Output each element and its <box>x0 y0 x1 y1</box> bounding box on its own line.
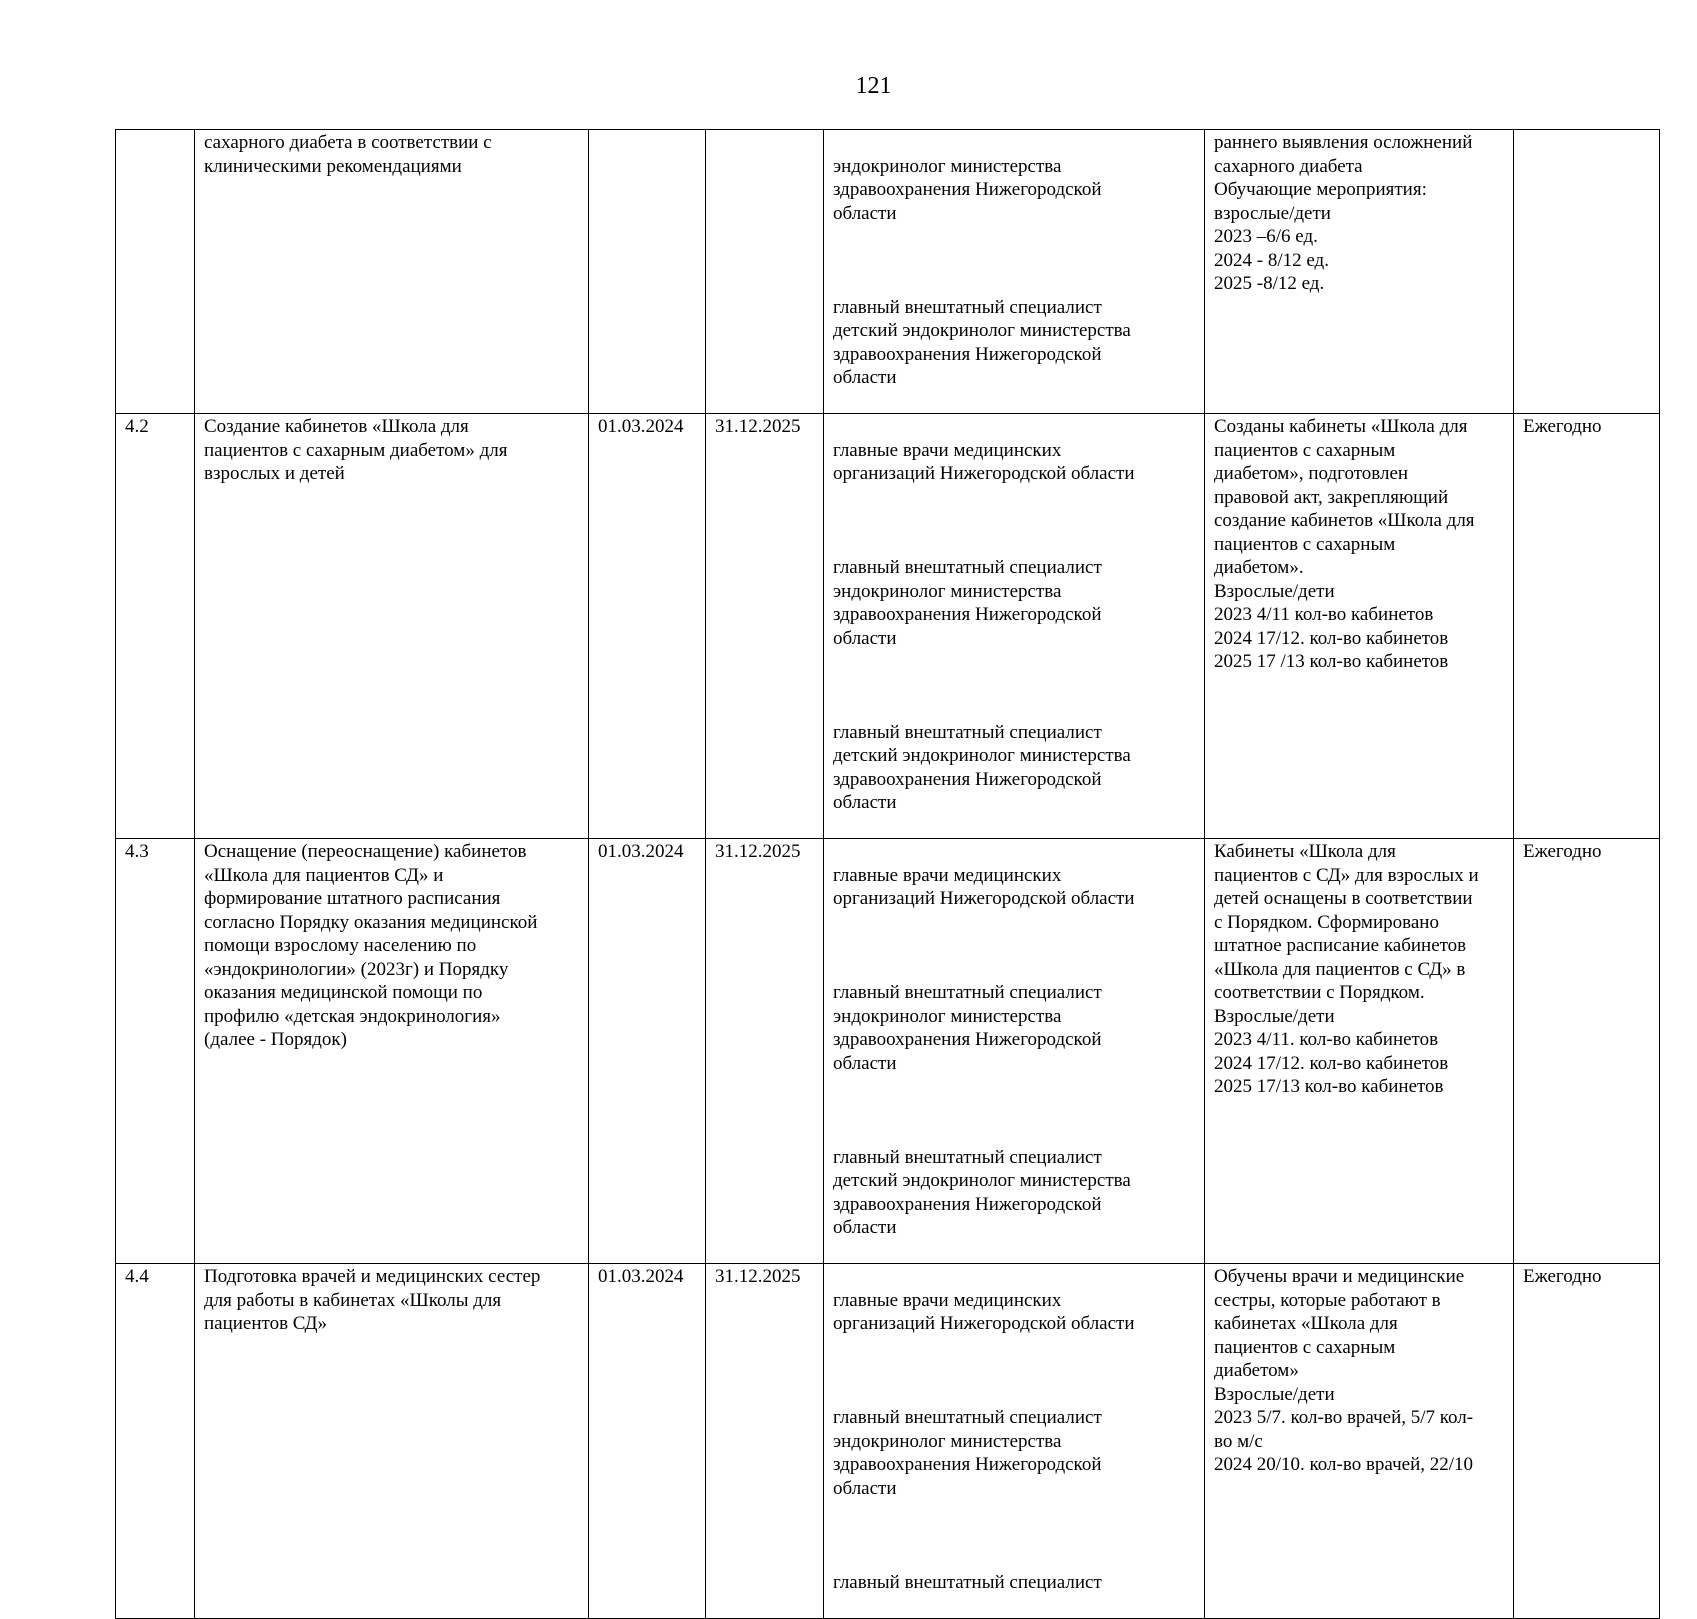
page-number: 121 <box>855 73 892 99</box>
start-date <box>589 130 706 414</box>
reporting-period: Ежегодно <box>1514 414 1660 839</box>
start-date: 01.03.2024 <box>589 414 706 839</box>
expected-result: Кабинеты «Школа для пациентов с СД» для взрослых и детей оснащены в соответствии с Порядком. Сформировано штатное расписание кабинетов «Школа для пациентов с СД» в соответствии с Порядком. Взрослые/дети 2023 4/11. кол-во кабинетов 2024 17/12. кол-во кабинетов 2025 17/13 кол-во кабинетов <box>1205 839 1514 1264</box>
reporting-period: Ежегодно <box>1514 1264 1660 1619</box>
end-date <box>706 130 824 414</box>
expected-result: раннего выявления осложнений сахарного диабета Обучающие мероприятия: взрослые/дети 2023 –6/6 ед. 2024 - 8/12 ед. 2025 -8/12 ед. <box>1205 130 1514 414</box>
end-date: 31.12.2025 <box>706 414 824 839</box>
task-description: Подготовка врачей и медицинских сестер для работы в кабинетах «Школы для пациентов СД» <box>195 1264 589 1619</box>
responsible-entry: главный внештатный специалист эндокринолог министерства здравоохранения Нижегородской области <box>833 1407 1102 1499</box>
table-row <box>116 414 1660 839</box>
responsible-persons <box>824 414 1205 839</box>
responsible-entry: главный внештатный специалист детский эндокринолог министерства здравоохранения Нижегородской области <box>833 721 1131 813</box>
item-number: 4.2 <box>116 414 195 839</box>
item-number <box>116 130 195 414</box>
table-row <box>116 130 1660 414</box>
start-date: 01.03.2024 <box>589 839 706 1264</box>
task-description: сахарного диабета в соответствии с клиническими рекомендациями <box>195 130 589 414</box>
responsible-persons <box>824 1264 1205 1619</box>
reporting-period: Ежегодно <box>1514 839 1660 1264</box>
task-description: Создание кабинетов «Школа для пациентов с сахарным диабетом» для взрослых и детей <box>195 414 589 839</box>
responsible-entry: главный внештатный специалист эндокринолог министерства здравоохранения Нижегородской области <box>833 982 1102 1074</box>
responsible-entry: главные врачи медицинских организаций Нижегородской области <box>833 439 1135 484</box>
reporting-period <box>1514 130 1660 414</box>
responsible-entry: главный внештатный специалист эндокринолог министерства здравоохранения Нижегородской области <box>833 557 1102 649</box>
responsible-entry: главный внештатный специалист детский эндокринолог министерства здравоохранения Нижегородской области <box>833 296 1131 388</box>
expected-result: Созданы кабинеты «Школа для пациентов с сахарным диабетом», подготовлен правовой акт, закрепляющий создание кабинетов «Школа для пациентов с сахарным диабетом». Взрослые/дети 2023 4/11 кол-во кабинетов 2024 17/12. кол-во кабинетов 2025 17 /13 кол-во кабинетов <box>1205 414 1514 839</box>
table-row <box>116 1264 1660 1619</box>
item-number: 4.4 <box>116 1264 195 1619</box>
end-date: 31.12.2025 <box>706 1264 824 1619</box>
responsible-entry: главный внештатный специалист детский эндокринолог министерства здравоохранения Нижегородской области <box>833 1146 1131 1238</box>
action-plan-table <box>115 129 1660 1619</box>
responsible-entry: главные врачи медицинских организаций Нижегородской области <box>833 1289 1135 1334</box>
task-description: Оснащение (переоснащение) кабинетов «Школа для пациентов СД» и формирование штатного расписания согласно Порядку оказания медицинской помощи взрослому населению по «эндокринологии» (2023г) и Порядку оказания медицинской помощи по профилю «детская эндокринология» (далее - Порядок) <box>195 839 589 1264</box>
expected-result: Обучены врачи и медицинские сестры, которые работают в кабинетах «Школа для пациентов с сахарным диабетом» Взрослые/дети 2023 5/7. кол-во врачей, 5/7 кол- во м/с 2024 20/10. кол-во врачей, 22/10 <box>1205 1264 1514 1619</box>
responsible-entry: главный внештатный специалист <box>833 1571 1102 1593</box>
responsible-entry: главные врачи медицинских организаций Нижегородской области <box>833 864 1135 909</box>
end-date: 31.12.2025 <box>706 839 824 1264</box>
start-date: 01.03.2024 <box>589 1264 706 1619</box>
responsible-persons <box>824 130 1205 414</box>
item-number: 4.3 <box>116 839 195 1264</box>
responsible-entry: эндокринолог министерства здравоохранения Нижегородской области <box>833 155 1102 224</box>
